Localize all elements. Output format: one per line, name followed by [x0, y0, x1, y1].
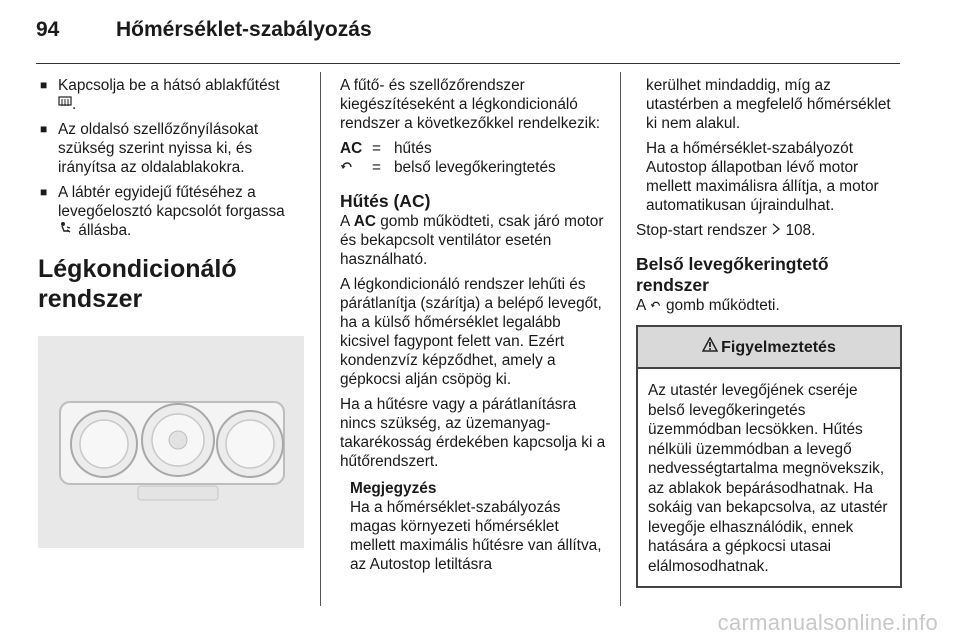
definition-row: AC = hűtés	[340, 140, 432, 157]
column-divider	[320, 72, 321, 606]
recirculation-icon	[650, 297, 662, 314]
bullet-icon: ■	[40, 78, 48, 92]
header-rule	[36, 63, 900, 64]
rear-defrost-icon	[58, 96, 72, 113]
climate-control-panel-image	[38, 336, 304, 548]
note-text: Ha a hőmérséklet-szabályozás magas környezeti hőmérséklet mellett maximális hűtésre van állítva, az Autostop letiltásra	[350, 499, 602, 573]
paragraph: A AC gomb működteti, csak járó motor és bekapcsolt ventilátor esetén használható.	[340, 213, 604, 268]
watermark: carmanualsonline.info	[717, 610, 938, 635]
definition-row: = belső levegőkeringtetés	[340, 158, 606, 177]
bullet-icon: ■	[40, 185, 48, 199]
warning-header	[638, 327, 900, 369]
column-divider	[620, 72, 621, 606]
bullet-icon: ■	[40, 122, 48, 136]
paragraph: Stop-start rendszer 108.	[636, 222, 816, 239]
recirculation-icon	[340, 158, 372, 177]
list-item: ■ Kapcsolja be a hátsó ablakfűtést .	[40, 77, 280, 113]
paragraph: A gomb működteti.	[636, 297, 780, 314]
paragraph: Ha a hűtésre vagy a párátlanításra nincs szükség, az üzemanyag-takarékosság érdekében kapcsolja ki a hűtőrendszert.	[340, 396, 606, 470]
footwell-air-icon	[58, 222, 74, 239]
paragraph: Ha a hőmérséklet-szabályozót Autostop állapotban lévő motor mellett maximálisra állítja, a motor automatikusan újraindulhat.	[646, 140, 879, 214]
column-3	[636, 76, 902, 588]
section-heading: Légkondicionáló rendszer	[38, 255, 237, 313]
warning-icon	[702, 337, 718, 357]
list-item: ■ A lábtér egyidejű fűtéséhez a levegőelosztó kapcsolót forgassa állásba.	[40, 184, 285, 239]
note-title: Megjegyzés	[350, 480, 437, 497]
page-number: 94	[36, 18, 60, 41]
warning-box	[636, 325, 902, 588]
page-title: Hőmérséklet-szabályozás	[116, 18, 372, 41]
column-1	[38, 76, 302, 548]
paragraph: A légkondicionáló rendszer lehűti és párátlanítja (szárítja) a belépő levegőt, ha a külső hőmérséklet legalább kicsivel fagypont felett van. Ezért kondenzvíz képződhet, amely a gépkocsi alján csöpög ki.	[340, 276, 602, 388]
list-item: ■ Az oldalsó szellőzőnyílásokat szükség szerint nyissa ki, és irányítsa az oldalablakokra.	[40, 121, 259, 176]
intro-paragraph: A fűtő- és szellőzőrendszer kiegészítéseként a légkondicionáló rendszer a következőkkel rendelkezik:	[340, 77, 601, 132]
note-box	[340, 479, 606, 574]
page-reference-icon	[771, 222, 781, 239]
section-heading: Hűtés (AC)	[340, 191, 431, 211]
warning-text: Az utastér levegőjének cseréje belső levegőkeringetés üzemmódban lecsökken. Hűtés nélküli üzemmódban a levegő nedvességtartalma megnövekszik, az ablakok bepárásodhatnak. Ha sokáig van bekapcsolva, az utastér levegője elhasználódik, ennek hatására a gépkocsi utasai elálmosodhatnak.	[648, 382, 888, 575]
column-2	[340, 76, 606, 574]
paragraph: kerülhet mindaddig, míg az utastérben a megfelelő hőmérséklet ki nem alakul.	[646, 77, 891, 132]
section-heading: Belső levegőkeringtető rendszer	[636, 254, 829, 295]
warning-title: Figyelmeztetés	[721, 338, 836, 356]
